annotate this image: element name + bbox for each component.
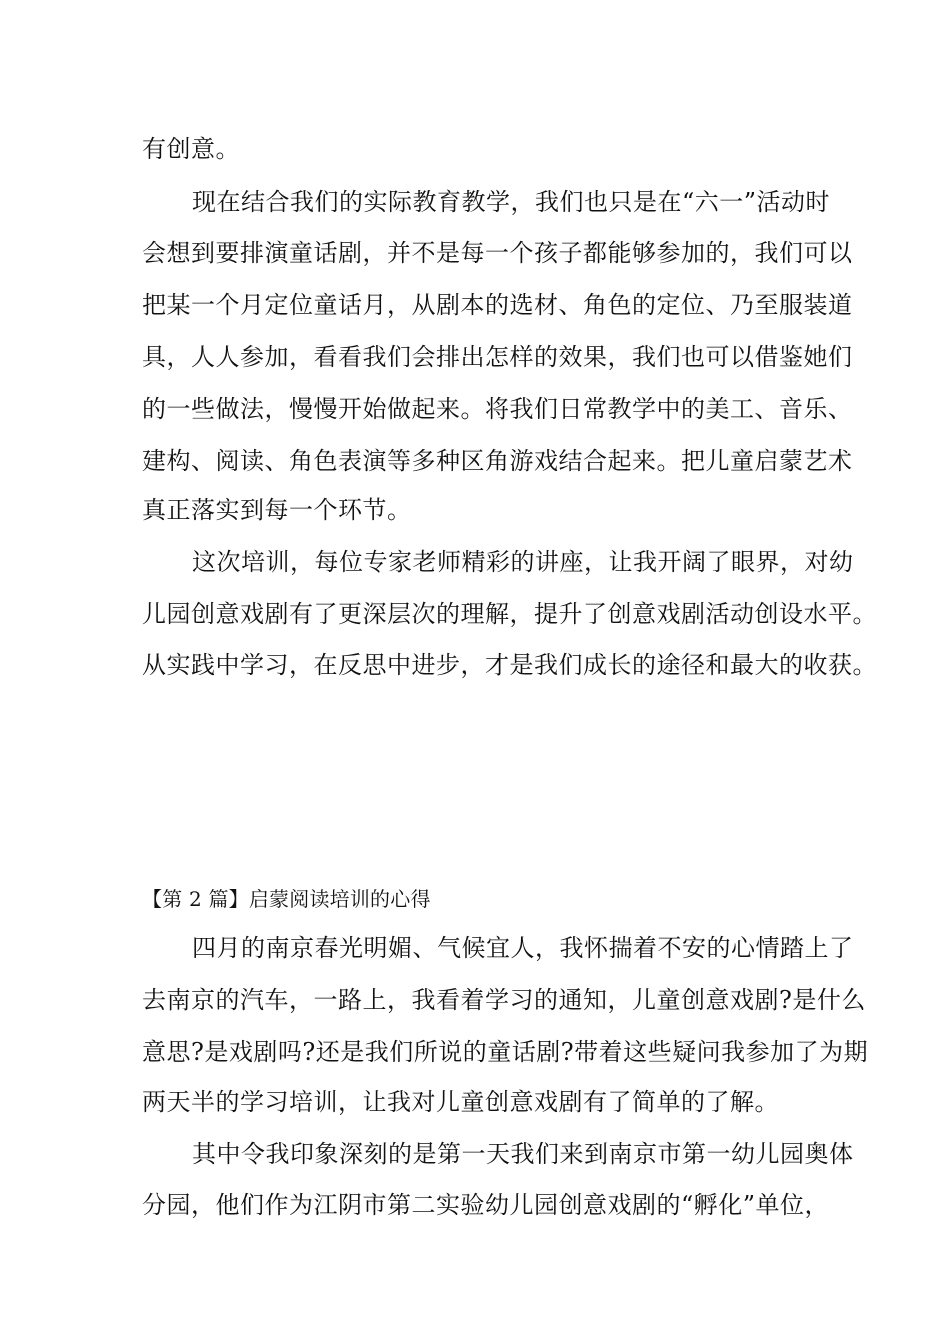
body-text-line: 会想到要排演童话剧，并不是每一个孩子都能够参加的，我们可以 <box>142 239 853 267</box>
body-text-line: 把某一个月定位童话月，从剧本的选材、角色的定位、乃至服装道 <box>142 291 853 319</box>
body-text-line: 从实践中学习，在反思中进步，才是我们成长的途径和最大的收获。 <box>142 651 877 679</box>
body-text-line: 具，人人参加，看看我们会排出怎样的效果，我们也可以借鉴她们 <box>142 343 853 371</box>
body-text-line: 意思?是戏剧吗?还是我们所说的童话剧?带着这些疑问我参加了为期 <box>142 1038 869 1066</box>
paragraph-first-line: 四月的南京春光明媚、气候宜人，我怀揣着不安的心情踏上了 <box>192 934 854 962</box>
body-text-line: 有创意。 <box>142 135 240 163</box>
section-heading: 【第 2 篇】启蒙阅读培训的心得 <box>142 887 431 911</box>
body-text-line: 两天半的学习培训，让我对儿童创意戏剧有了简单的了解。 <box>142 1088 779 1116</box>
paragraph-first-line: 这次培训，每位专家老师精彩的讲座，让我开阔了眼界，对幼 <box>192 548 854 576</box>
body-text-line: 分园，他们作为江阴市第二实验幼儿园创意戏剧的“孵化”单位， <box>142 1191 830 1219</box>
body-text-line: 去南京的汽车，一路上，我看着学习的通知，儿童创意戏剧?是什么 <box>142 986 866 1014</box>
body-text-line: 真正落实到每一个环节。 <box>142 496 412 524</box>
paragraph-first-line: 其中令我印象深刻的是第一天我们来到南京市第一幼儿园奥体 <box>192 1140 854 1168</box>
body-text-line: 儿园创意戏剧有了更深层次的理解，提升了创意戏剧活动创设水平。 <box>142 600 877 628</box>
body-text-line: 建构、阅读、角色表演等多种区角游戏结合起来。把儿童启蒙艺术 <box>142 447 853 475</box>
paragraph-first-line: 现在结合我们的实际教育教学，我们也只是在“六一”活动时 <box>192 188 831 216</box>
body-text-line: 的一些做法，慢慢开始做起来。将我们日常教学中的美工、音乐、 <box>142 395 853 423</box>
